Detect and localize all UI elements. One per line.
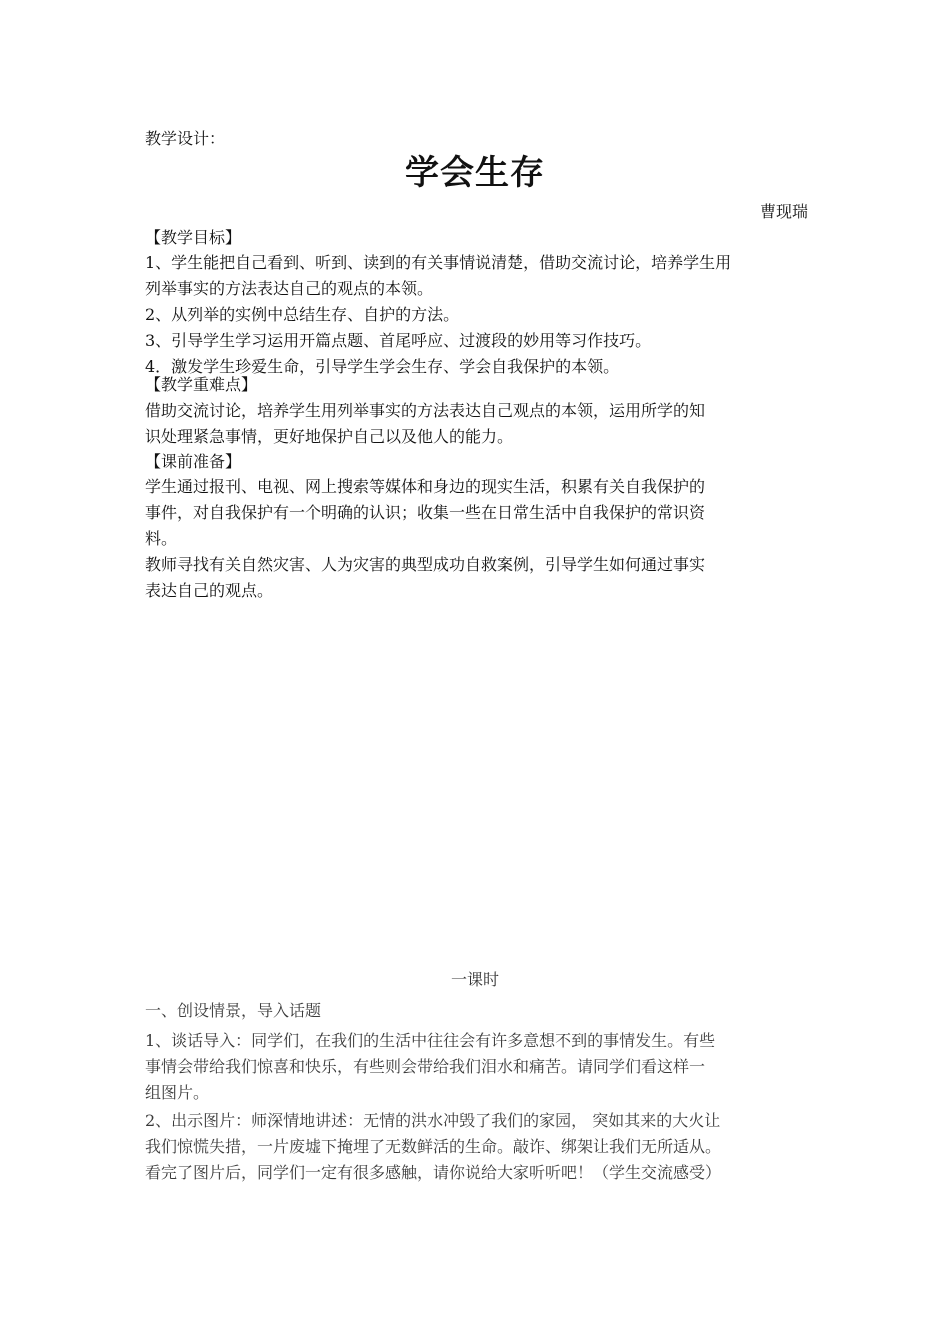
preparation-p1-line-2: 事件，对自我保护有一个明确的认识；收集一些在日常生活中自我保护的常识资 xyxy=(145,503,706,522)
lesson-paragraph-2 xyxy=(145,1108,810,1186)
preparation-p1-line-1: 学生通过报刊、电视、网上搜索等媒体和身边的现实生活，积累有关自我保护的 xyxy=(145,477,706,496)
preparation-p2-line-1: 教师寻找有关自然灾害、人为灾害的典型成功自救案例，引导学生如何通过事实 xyxy=(145,555,706,574)
lesson-p2-line-1: 2、出示图片：师深情地讲述：无情的洪水冲毁了我们的家园， 突如其来的大火让 xyxy=(145,1111,721,1130)
lesson-paragraph-1 xyxy=(145,1028,810,1106)
objective-4: 4．激发学生珍爱生命，引导学生学会生存、学会自我保护的本领。 xyxy=(145,357,620,376)
lesson-p2-line-2: 我们惊慌失措，一片废墟下掩埋了无数鲜活的生命。敲诈、绑架让我们无所适从。 xyxy=(145,1137,722,1156)
objective-3: 3、引导学生学习运用开篇点题、首尾呼应、过渡段的妙用等习作技巧。 xyxy=(145,331,652,350)
objective-2: 2、从列举的实例中总结生存、自护的方法。 xyxy=(145,305,460,324)
preparation-text xyxy=(145,474,810,604)
lesson-p2-line-3: 看完了图片后，同学们一定有很多感触，请你说给大家听听吧！（学生交流感受） xyxy=(145,1163,722,1182)
lesson-section-title: 一、创设情景，导入话题 xyxy=(145,1001,322,1020)
author-name: 曹现瑞 xyxy=(759,202,808,221)
lesson-p1-line-2: 事情会带给我们惊喜和快乐，有些则会带给我们泪水和痛苦。请同学们看这样一 xyxy=(145,1057,706,1076)
preparation-p1-line-3: 料。 xyxy=(145,529,178,548)
key-points-heading: 【教学重难点】 xyxy=(145,375,258,394)
doc-type-label: 教学设计： xyxy=(145,129,226,148)
key-points-line-2: 识处理紧急事情，更好地保护自己以及他人的能力。 xyxy=(145,427,514,446)
key-points-text xyxy=(145,398,810,450)
lesson-p1-line-1: 1、谈话导入：同学们，在我们的生活中往往会有许多意想不到的事情发生。有些 xyxy=(145,1031,716,1050)
key-points-line-1: 借助交流讨论，培养学生用列举事实的方法表达自己观点的本领，运用所学的知 xyxy=(145,401,706,420)
objectives-list xyxy=(145,250,810,380)
preparation-heading: 【课前准备】 xyxy=(145,452,242,471)
document-title: 学会生存 xyxy=(405,153,545,193)
objectives-heading: 【教学目标】 xyxy=(145,228,242,247)
lesson-p1-line-3: 组图片。 xyxy=(145,1083,210,1102)
preparation-p2-line-2: 表达自己的观点。 xyxy=(145,581,274,600)
objective-1-line-1: 1、学生能把自己看到、听到、读到的有关事情说清楚，借助交流讨论，培养学生用 xyxy=(145,253,732,272)
lesson-count: 一课时 xyxy=(450,970,499,989)
objective-1-line-2: 列举事实的方法表达自己的观点的本领。 xyxy=(145,279,434,298)
